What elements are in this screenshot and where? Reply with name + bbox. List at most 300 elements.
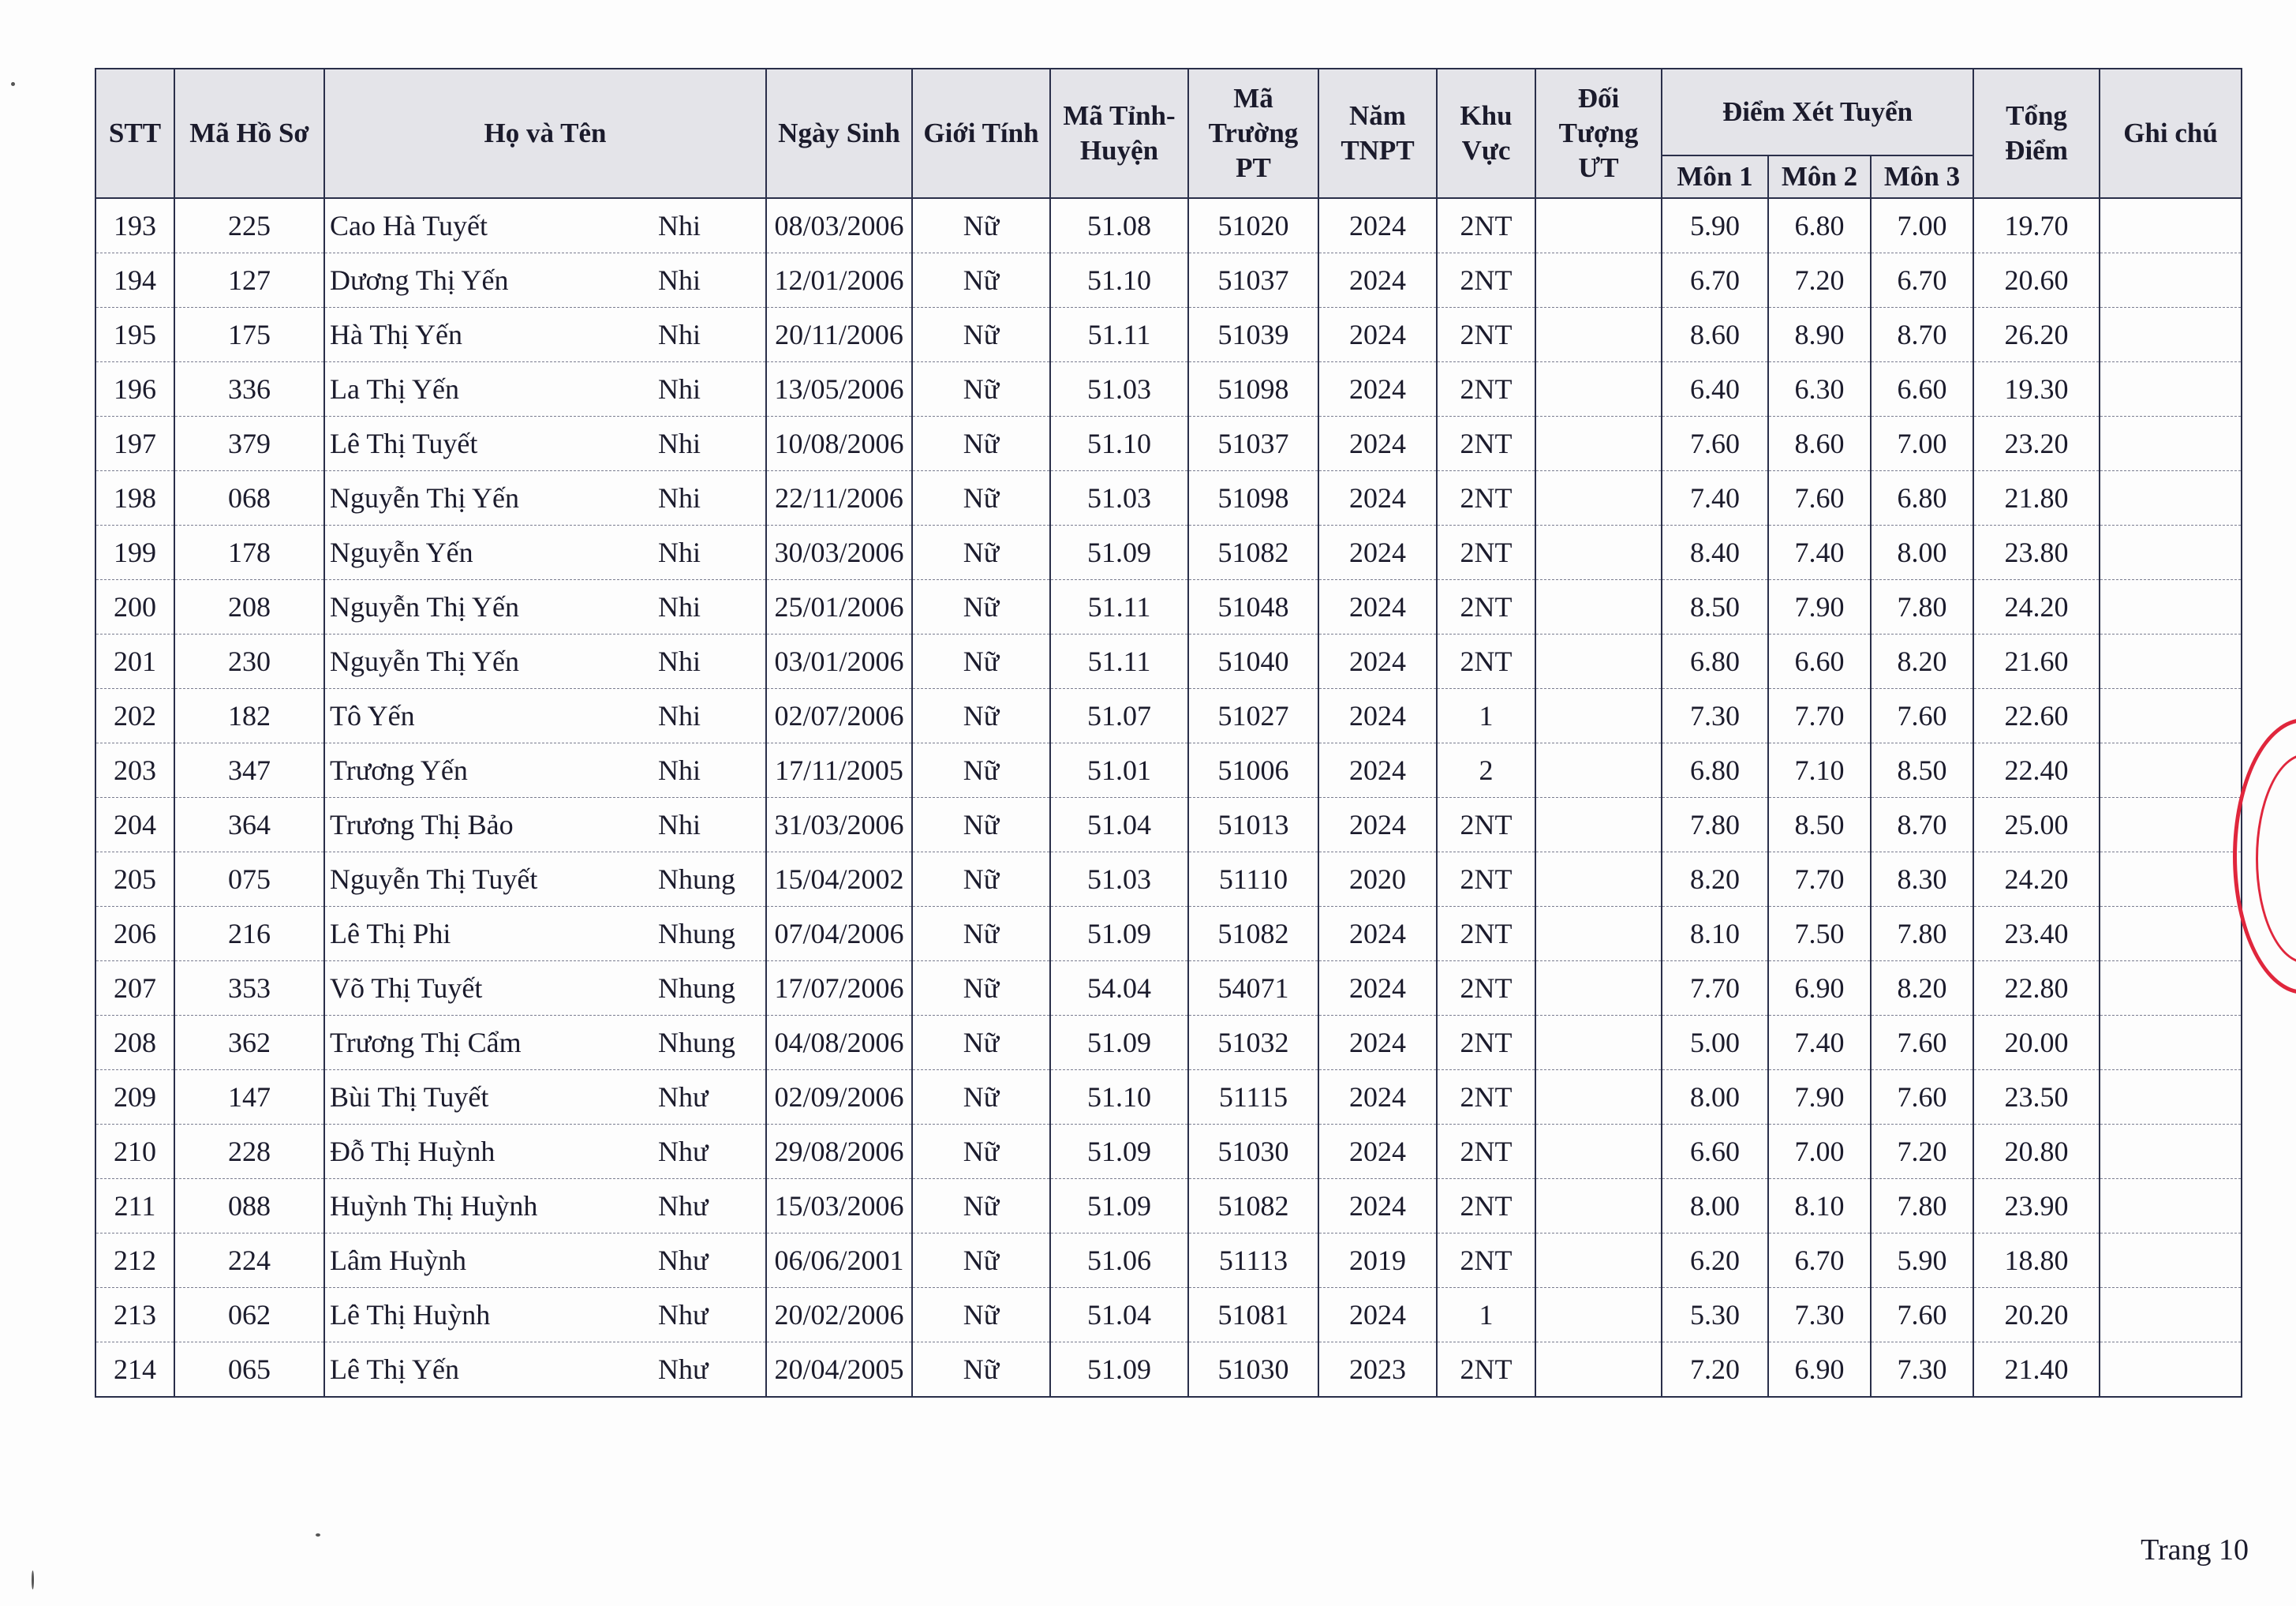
cell-tong-diem: 21.80 xyxy=(1973,471,2100,526)
table-row xyxy=(95,526,2242,580)
cell-ma-ho-so: 353 xyxy=(174,961,324,1016)
header-tong-diem: Tổng Điểm xyxy=(1973,69,2100,198)
cell-tong-diem: 24.20 xyxy=(1973,852,2100,907)
cell-nam-tnpt: 2024 xyxy=(1318,417,1437,471)
cell-ngay-sinh: 30/03/2006 xyxy=(766,526,912,580)
cell-khu-vuc: 2NT xyxy=(1437,362,1535,417)
cell-mon-1: 8.20 xyxy=(1662,852,1768,907)
cell-doi-tuong-ut xyxy=(1535,1342,1662,1398)
cell-ma-tinh-huyen: 51.09 xyxy=(1050,1179,1188,1234)
cell-gioi-tinh: Nữ xyxy=(912,580,1050,635)
cell-gioi-tinh: Nữ xyxy=(912,961,1050,1016)
cell-gioi-tinh: Nữ xyxy=(912,1016,1050,1070)
cell-mon-1: 7.70 xyxy=(1662,961,1768,1016)
cell-ghi-chu xyxy=(2100,907,2242,961)
cell-ho-dem: Nguyễn Thị Tuyết xyxy=(330,863,538,895)
cell-ghi-chu xyxy=(2100,1016,2242,1070)
cell-mon-2: 7.90 xyxy=(1768,1070,1871,1125)
cell-ten: Như xyxy=(658,1245,709,1276)
cell-ma-truong-pt: 51110 xyxy=(1188,852,1318,907)
cell-ngay-sinh: 17/11/2005 xyxy=(766,743,912,798)
cell-mon-1: 6.20 xyxy=(1662,1234,1768,1288)
cell-nam-tnpt: 2024 xyxy=(1318,743,1437,798)
table-row xyxy=(95,961,2242,1016)
cell-ten: Như xyxy=(658,1081,709,1113)
cell-ngay-sinh: 07/04/2006 xyxy=(766,907,912,961)
cell-ma-tinh-huyen: 51.03 xyxy=(1050,471,1188,526)
cell-ten: Như xyxy=(658,1136,709,1167)
cell-nam-tnpt: 2024 xyxy=(1318,689,1437,743)
cell-ma-ho-so: 225 xyxy=(174,198,324,253)
cell-doi-tuong-ut xyxy=(1535,1125,1662,1179)
cell-doi-tuong-ut xyxy=(1535,1288,1662,1342)
cell-ghi-chu xyxy=(2100,417,2242,471)
cell-ma-tinh-huyen: 51.11 xyxy=(1050,308,1188,362)
cell-ten: Nhi xyxy=(658,319,701,350)
cell-mon-2: 7.50 xyxy=(1768,907,1871,961)
cell-stt: 210 xyxy=(95,1125,174,1179)
cell-mon-3: 7.30 xyxy=(1871,1342,1973,1398)
cell-ghi-chu xyxy=(2100,852,2242,907)
scan-speck xyxy=(11,82,15,86)
cell-doi-tuong-ut xyxy=(1535,1070,1662,1125)
cell-ghi-chu xyxy=(2100,961,2242,1016)
cell-ma-ho-so: 178 xyxy=(174,526,324,580)
cell-mon-2: 7.10 xyxy=(1768,743,1871,798)
cell-stt: 198 xyxy=(95,471,174,526)
cell-ma-tinh-huyen: 51.06 xyxy=(1050,1234,1188,1288)
cell-nam-tnpt: 2024 xyxy=(1318,198,1437,253)
header-mon-1: Môn 1 xyxy=(1662,155,1768,198)
cell-doi-tuong-ut xyxy=(1535,798,1662,852)
cell-mon-3: 7.20 xyxy=(1871,1125,1973,1179)
cell-ngay-sinh: 12/01/2006 xyxy=(766,253,912,308)
cell-gioi-tinh: Nữ xyxy=(912,852,1050,907)
cell-mon-2: 7.40 xyxy=(1768,1016,1871,1070)
cell-stt: 214 xyxy=(95,1342,174,1398)
table-row xyxy=(95,362,2242,417)
cell-nam-tnpt: 2024 xyxy=(1318,635,1437,689)
table-row xyxy=(95,743,2242,798)
header-ma-ho-so: Mã Hồ Sơ xyxy=(174,69,324,198)
cell-ma-truong-pt: 51030 xyxy=(1188,1125,1318,1179)
cell-mon-2: 8.10 xyxy=(1768,1179,1871,1234)
cell-nam-tnpt: 2024 xyxy=(1318,471,1437,526)
cell-mon-1: 5.90 xyxy=(1662,198,1768,253)
cell-khu-vuc: 2NT xyxy=(1437,1016,1535,1070)
cell-stt: 204 xyxy=(95,798,174,852)
cell-mon-1: 6.80 xyxy=(1662,635,1768,689)
cell-ma-tinh-huyen: 51.01 xyxy=(1050,743,1188,798)
cell-mon-2: 8.90 xyxy=(1768,308,1871,362)
cell-ma-truong-pt: 54071 xyxy=(1188,961,1318,1016)
cell-ngay-sinh: 15/04/2002 xyxy=(766,852,912,907)
cell-mon-2: 8.50 xyxy=(1768,798,1871,852)
header-ngay-sinh: Ngày Sinh xyxy=(766,69,912,198)
cell-stt: 195 xyxy=(95,308,174,362)
cell-doi-tuong-ut xyxy=(1535,1179,1662,1234)
cell-stt: 203 xyxy=(95,743,174,798)
cell-ma-truong-pt: 51082 xyxy=(1188,907,1318,961)
table-row xyxy=(95,635,2242,689)
cell-khu-vuc: 2NT xyxy=(1437,852,1535,907)
cell-stt: 205 xyxy=(95,852,174,907)
cell-ghi-chu xyxy=(2100,1125,2242,1179)
cell-ma-ho-so: 362 xyxy=(174,1016,324,1070)
cell-mon-3: 7.60 xyxy=(1871,1288,1973,1342)
cell-ghi-chu xyxy=(2100,1070,2242,1125)
cell-ghi-chu xyxy=(2100,1179,2242,1234)
cell-ngay-sinh: 25/01/2006 xyxy=(766,580,912,635)
cell-ho-dem: Võ Thị Tuyết xyxy=(330,972,483,1004)
cell-ghi-chu xyxy=(2100,743,2242,798)
cell-ma-ho-so: 065 xyxy=(174,1342,324,1398)
cell-ngay-sinh: 20/02/2006 xyxy=(766,1288,912,1342)
cell-doi-tuong-ut xyxy=(1535,253,1662,308)
cell-mon-1: 5.00 xyxy=(1662,1016,1768,1070)
cell-khu-vuc: 2NT xyxy=(1437,471,1535,526)
cell-ma-ho-so: 230 xyxy=(174,635,324,689)
cell-ghi-chu xyxy=(2100,1342,2242,1398)
cell-khu-vuc: 2NT xyxy=(1437,580,1535,635)
cell-ten: Nhung xyxy=(658,918,735,949)
cell-khu-vuc: 2NT xyxy=(1437,308,1535,362)
cell-ho-dem: Lê Thị Phi xyxy=(330,918,451,949)
cell-khu-vuc: 2NT xyxy=(1437,907,1535,961)
cell-khu-vuc: 2NT xyxy=(1437,526,1535,580)
cell-nam-tnpt: 2024 xyxy=(1318,526,1437,580)
table-row xyxy=(95,253,2242,308)
cell-ma-ho-so: 088 xyxy=(174,1179,324,1234)
cell-ten: Nhi xyxy=(658,591,701,623)
cell-ho-dem: Lâm Huỳnh xyxy=(330,1245,466,1276)
cell-ten: Nhung xyxy=(658,863,735,895)
cell-ma-tinh-huyen: 54.04 xyxy=(1050,961,1188,1016)
cell-stt: 201 xyxy=(95,635,174,689)
cell-ngay-sinh: 15/03/2006 xyxy=(766,1179,912,1234)
cell-ngay-sinh: 22/11/2006 xyxy=(766,471,912,526)
cell-tong-diem: 20.00 xyxy=(1973,1016,2100,1070)
cell-ten: Nhi xyxy=(658,809,701,840)
cell-ho-va-ten xyxy=(324,1179,766,1234)
cell-nam-tnpt: 2024 xyxy=(1318,580,1437,635)
cell-nam-tnpt: 2024 xyxy=(1318,798,1437,852)
cell-doi-tuong-ut xyxy=(1535,417,1662,471)
cell-ho-va-ten xyxy=(324,1125,766,1179)
cell-doi-tuong-ut xyxy=(1535,308,1662,362)
cell-ngay-sinh: 03/01/2006 xyxy=(766,635,912,689)
cell-ngay-sinh: 20/11/2006 xyxy=(766,308,912,362)
cell-mon-2: 6.70 xyxy=(1768,1234,1871,1288)
cell-ngay-sinh: 13/05/2006 xyxy=(766,362,912,417)
cell-ma-tinh-huyen: 51.04 xyxy=(1050,798,1188,852)
cell-ma-truong-pt: 51098 xyxy=(1188,362,1318,417)
cell-mon-1: 6.70 xyxy=(1662,253,1768,308)
cell-nam-tnpt: 2024 xyxy=(1318,308,1437,362)
cell-nam-tnpt: 2024 xyxy=(1318,1288,1437,1342)
admission-table xyxy=(95,68,2242,1398)
table-row xyxy=(95,1288,2242,1342)
cell-ho-dem: Nguyễn Thị Yến xyxy=(330,646,519,677)
cell-ten: Nhung xyxy=(658,1027,735,1058)
cell-stt: 196 xyxy=(95,362,174,417)
cell-ma-truong-pt: 51037 xyxy=(1188,417,1318,471)
cell-nam-tnpt: 2024 xyxy=(1318,253,1437,308)
cell-mon-2: 7.70 xyxy=(1768,852,1871,907)
cell-ma-ho-so: 379 xyxy=(174,417,324,471)
cell-mon-1: 8.00 xyxy=(1662,1179,1768,1234)
cell-mon-2: 6.60 xyxy=(1768,635,1871,689)
cell-tong-diem: 23.90 xyxy=(1973,1179,2100,1234)
cell-khu-vuc: 2NT xyxy=(1437,961,1535,1016)
cell-ho-va-ten xyxy=(324,253,766,308)
cell-ten: Nhi xyxy=(658,210,701,241)
cell-ma-tinh-huyen: 51.09 xyxy=(1050,1342,1188,1398)
cell-tong-diem: 22.80 xyxy=(1973,961,2100,1016)
cell-stt: 200 xyxy=(95,580,174,635)
cell-ngay-sinh: 02/07/2006 xyxy=(766,689,912,743)
cell-ma-tinh-huyen: 51.09 xyxy=(1050,1016,1188,1070)
table-row xyxy=(95,852,2242,907)
cell-mon-3: 8.70 xyxy=(1871,308,1973,362)
cell-tong-diem: 18.80 xyxy=(1973,1234,2100,1288)
cell-tong-diem: 20.60 xyxy=(1973,253,2100,308)
cell-tong-diem: 25.00 xyxy=(1973,798,2100,852)
header-ho-va-ten: Họ và Tên xyxy=(324,69,766,198)
cell-ghi-chu xyxy=(2100,1234,2242,1288)
cell-tong-diem: 20.80 xyxy=(1973,1125,2100,1179)
cell-ma-ho-so: 147 xyxy=(174,1070,324,1125)
cell-ho-dem: Nguyễn Thị Yến xyxy=(330,482,519,514)
table-row xyxy=(95,1070,2242,1125)
cell-mon-2: 7.00 xyxy=(1768,1125,1871,1179)
cell-ma-truong-pt: 51115 xyxy=(1188,1070,1318,1125)
cell-ho-va-ten xyxy=(324,961,766,1016)
cell-gioi-tinh: Nữ xyxy=(912,471,1050,526)
cell-stt: 213 xyxy=(95,1288,174,1342)
cell-mon-1: 8.60 xyxy=(1662,308,1768,362)
cell-mon-1: 8.10 xyxy=(1662,907,1768,961)
cell-mon-1: 7.40 xyxy=(1662,471,1768,526)
cell-nam-tnpt: 2024 xyxy=(1318,1179,1437,1234)
cell-mon-2: 7.90 xyxy=(1768,580,1871,635)
cell-tong-diem: 24.20 xyxy=(1973,580,2100,635)
cell-mon-3: 6.70 xyxy=(1871,253,1973,308)
cell-mon-3: 6.60 xyxy=(1871,362,1973,417)
cell-tong-diem: 20.20 xyxy=(1973,1288,2100,1342)
cell-tong-diem: 23.40 xyxy=(1973,907,2100,961)
cell-ma-ho-so: 216 xyxy=(174,907,324,961)
cell-ghi-chu xyxy=(2100,1288,2242,1342)
header-stt: STT xyxy=(95,69,174,198)
cell-khu-vuc: 2 xyxy=(1437,743,1535,798)
cell-gioi-tinh: Nữ xyxy=(912,198,1050,253)
table-body xyxy=(95,198,2242,1397)
cell-ho-va-ten xyxy=(324,1342,766,1398)
cell-ho-va-ten xyxy=(324,1288,766,1342)
cell-ten: Như xyxy=(658,1299,709,1331)
cell-mon-3: 8.00 xyxy=(1871,526,1973,580)
cell-tong-diem: 19.70 xyxy=(1973,198,2100,253)
cell-tong-diem: 23.50 xyxy=(1973,1070,2100,1125)
cell-ngay-sinh: 31/03/2006 xyxy=(766,798,912,852)
cell-nam-tnpt: 2023 xyxy=(1318,1342,1437,1398)
cell-doi-tuong-ut xyxy=(1535,1016,1662,1070)
cell-stt: 194 xyxy=(95,253,174,308)
cell-mon-3: 7.00 xyxy=(1871,417,1973,471)
cell-khu-vuc: 2NT xyxy=(1437,1070,1535,1125)
cell-tong-diem: 19.30 xyxy=(1973,362,2100,417)
cell-ma-tinh-huyen: 51.10 xyxy=(1050,1070,1188,1125)
cell-ho-dem: Lê Thị Yến xyxy=(330,1353,459,1385)
cell-gioi-tinh: Nữ xyxy=(912,253,1050,308)
cell-ho-dem: Trương Thị Bảo xyxy=(330,809,514,840)
cell-ma-ho-so: 062 xyxy=(174,1288,324,1342)
cell-ghi-chu xyxy=(2100,689,2242,743)
table-row xyxy=(95,580,2242,635)
cell-gioi-tinh: Nữ xyxy=(912,308,1050,362)
table-row xyxy=(95,417,2242,471)
cell-mon-3: 7.60 xyxy=(1871,1016,1973,1070)
cell-ma-truong-pt: 51048 xyxy=(1188,580,1318,635)
cell-khu-vuc: 2NT xyxy=(1437,198,1535,253)
cell-nam-tnpt: 2024 xyxy=(1318,1070,1437,1125)
cell-ho-va-ten xyxy=(324,1070,766,1125)
cell-ma-ho-so: 224 xyxy=(174,1234,324,1288)
cell-doi-tuong-ut xyxy=(1535,852,1662,907)
cell-ma-ho-so: 208 xyxy=(174,580,324,635)
cell-mon-2: 6.90 xyxy=(1768,1342,1871,1398)
cell-ma-tinh-huyen: 51.10 xyxy=(1050,417,1188,471)
cell-ma-tinh-huyen: 51.08 xyxy=(1050,198,1188,253)
table-row xyxy=(95,907,2242,961)
cell-khu-vuc: 2NT xyxy=(1437,1342,1535,1398)
cell-ho-va-ten xyxy=(324,798,766,852)
cell-ghi-chu xyxy=(2100,362,2242,417)
cell-ho-va-ten xyxy=(324,907,766,961)
header-khu-vuc: Khu Vực xyxy=(1437,69,1535,198)
cell-gioi-tinh: Nữ xyxy=(912,1070,1050,1125)
cell-ghi-chu xyxy=(2100,635,2242,689)
cell-ma-tinh-huyen: 51.09 xyxy=(1050,907,1188,961)
cell-mon-1: 7.30 xyxy=(1662,689,1768,743)
cell-gioi-tinh: Nữ xyxy=(912,362,1050,417)
cell-khu-vuc: 2NT xyxy=(1437,635,1535,689)
cell-mon-2: 7.20 xyxy=(1768,253,1871,308)
cell-khu-vuc: 2NT xyxy=(1437,417,1535,471)
cell-ho-va-ten xyxy=(324,1234,766,1288)
cell-ngay-sinh: 02/09/2006 xyxy=(766,1070,912,1125)
cell-ma-tinh-huyen: 51.09 xyxy=(1050,526,1188,580)
cell-mon-3: 7.60 xyxy=(1871,689,1973,743)
cell-ho-va-ten xyxy=(324,689,766,743)
table-row xyxy=(95,1016,2242,1070)
header-ghi-chu: Ghi chú xyxy=(2100,69,2242,198)
table-row xyxy=(95,1342,2242,1398)
cell-ho-dem: Đỗ Thị Huỳnh xyxy=(330,1136,495,1167)
cell-stt: 207 xyxy=(95,961,174,1016)
cell-nam-tnpt: 2024 xyxy=(1318,362,1437,417)
cell-mon-3: 7.80 xyxy=(1871,1179,1973,1234)
cell-ho-va-ten xyxy=(324,852,766,907)
cell-ten: Nhi xyxy=(658,646,701,677)
cell-ma-truong-pt: 51030 xyxy=(1188,1342,1318,1398)
cell-stt: 197 xyxy=(95,417,174,471)
cell-mon-3: 8.50 xyxy=(1871,743,1973,798)
cell-ho-dem: Huỳnh Thị Huỳnh xyxy=(330,1190,538,1222)
cell-mon-2: 7.30 xyxy=(1768,1288,1871,1342)
cell-gioi-tinh: Nữ xyxy=(912,526,1050,580)
cell-gioi-tinh: Nữ xyxy=(912,907,1050,961)
cell-ma-truong-pt: 51113 xyxy=(1188,1234,1318,1288)
cell-ten: Nhi xyxy=(658,264,701,296)
table-row xyxy=(95,798,2242,852)
cell-ho-dem: Hà Thị Yến xyxy=(330,319,462,350)
cell-tong-diem: 21.40 xyxy=(1973,1342,2100,1398)
cell-mon-1: 8.00 xyxy=(1662,1070,1768,1125)
cell-ma-tinh-huyen: 51.07 xyxy=(1050,689,1188,743)
cell-doi-tuong-ut xyxy=(1535,1234,1662,1288)
cell-ma-truong-pt: 51081 xyxy=(1188,1288,1318,1342)
cell-ho-va-ten xyxy=(324,743,766,798)
cell-khu-vuc: 2NT xyxy=(1437,253,1535,308)
cell-stt: 206 xyxy=(95,907,174,961)
cell-tong-diem: 23.20 xyxy=(1973,417,2100,471)
cell-mon-2: 8.60 xyxy=(1768,417,1871,471)
scan-speck xyxy=(32,1570,34,1589)
cell-mon-1: 8.40 xyxy=(1662,526,1768,580)
cell-doi-tuong-ut xyxy=(1535,743,1662,798)
cell-khu-vuc: 1 xyxy=(1437,689,1535,743)
cell-ghi-chu xyxy=(2100,471,2242,526)
cell-ten: Nhi xyxy=(658,428,701,459)
cell-ma-ho-so: 336 xyxy=(174,362,324,417)
cell-ma-ho-so: 228 xyxy=(174,1125,324,1179)
cell-tong-diem: 23.80 xyxy=(1973,526,2100,580)
cell-mon-1: 6.60 xyxy=(1662,1125,1768,1179)
cell-khu-vuc: 2NT xyxy=(1437,1179,1535,1234)
cell-khu-vuc: 1 xyxy=(1437,1288,1535,1342)
cell-nam-tnpt: 2024 xyxy=(1318,961,1437,1016)
cell-gioi-tinh: Nữ xyxy=(912,635,1050,689)
header-mon-2: Môn 2 xyxy=(1768,155,1871,198)
cell-stt: 211 xyxy=(95,1179,174,1234)
cell-ma-ho-so: 075 xyxy=(174,852,324,907)
header-ma-tinh-huyen: Mã Tỉnh-Huyện xyxy=(1050,69,1188,198)
cell-ngay-sinh: 17/07/2006 xyxy=(766,961,912,1016)
cell-ho-va-ten xyxy=(324,198,766,253)
table-row xyxy=(95,1179,2242,1234)
cell-mon-1: 7.20 xyxy=(1662,1342,1768,1398)
header-nam-tnpt: Năm TNPT xyxy=(1318,69,1437,198)
cell-mon-1: 7.80 xyxy=(1662,798,1768,852)
cell-mon-3: 8.20 xyxy=(1871,961,1973,1016)
cell-ma-ho-so: 127 xyxy=(174,253,324,308)
cell-ten: Như xyxy=(658,1353,709,1385)
cell-ten: Nhi xyxy=(658,482,701,514)
cell-mon-3: 5.90 xyxy=(1871,1234,1973,1288)
cell-ma-truong-pt: 51037 xyxy=(1188,253,1318,308)
cell-ho-dem: Nguyễn Thị Yến xyxy=(330,591,519,623)
cell-ma-truong-pt: 51082 xyxy=(1188,1179,1318,1234)
cell-doi-tuong-ut xyxy=(1535,580,1662,635)
cell-mon-3: 6.80 xyxy=(1871,471,1973,526)
cell-ngay-sinh: 04/08/2006 xyxy=(766,1016,912,1070)
cell-ma-ho-so: 347 xyxy=(174,743,324,798)
cell-ma-truong-pt: 51040 xyxy=(1188,635,1318,689)
header-mon-3: Môn 3 xyxy=(1871,155,1973,198)
red-seal-inner-ring xyxy=(2256,754,2296,964)
